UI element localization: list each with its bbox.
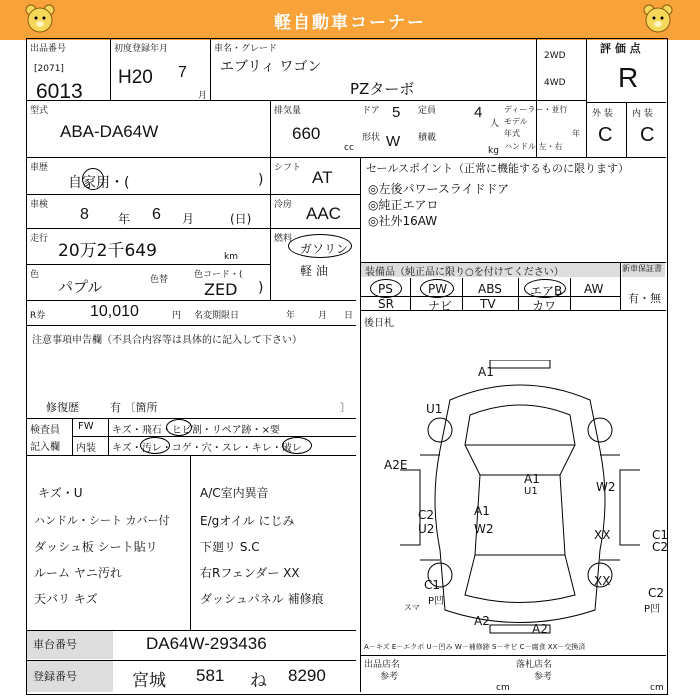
car-damage-diagram xyxy=(380,360,660,645)
recycle-fee: 10,010 xyxy=(90,303,139,320)
model-year-label: 年式 xyxy=(504,129,520,138)
car-name: エブリィ ワゴン xyxy=(220,59,322,75)
first-registration-year: H20 xyxy=(118,67,153,88)
chassis-number: DA64W-293436 xyxy=(146,634,267,653)
bear-mascot-icon xyxy=(22,2,58,38)
usage-circle-mark xyxy=(82,168,104,190)
damage-mark: A2 xyxy=(474,614,490,628)
interior-grade: C xyxy=(640,124,655,146)
model-year-unit: 年 xyxy=(572,129,580,138)
ac-label: 冷房 xyxy=(274,200,293,210)
damage-mark: C2 xyxy=(652,540,669,554)
damage-mark: U1 xyxy=(524,486,538,497)
lot-number-label: 出品番号 xyxy=(30,44,67,54)
fuel-circle-mark xyxy=(288,234,352,258)
color-change-label: 色替 xyxy=(150,275,169,285)
warranty-value: 有・無 xyxy=(628,292,661,305)
equipment-title: 装備品（純正品に限り○を付けてください） xyxy=(361,263,621,277)
sales-point-item: ◎社外16AW xyxy=(368,214,438,228)
first-registration-month: 7 xyxy=(178,64,187,81)
drive-4wd: 4WD xyxy=(544,78,566,88)
name-change-year: 年 xyxy=(286,311,296,321)
capacity: 4 xyxy=(474,104,483,121)
airbag-circle-mark xyxy=(524,279,566,298)
car-name-label: 車名・グレード xyxy=(214,44,278,54)
damage-mark: U1 xyxy=(426,402,443,416)
fuel-label: 燃料 xyxy=(274,234,293,244)
inspection-month-unit: 月 xyxy=(182,212,195,226)
equip-pw: PW xyxy=(428,282,448,296)
entry-label: 記入欄 xyxy=(30,442,60,453)
name-change-day: 日 xyxy=(344,311,354,321)
damage-mark: U2 xyxy=(418,522,435,536)
damage-mark: C1 xyxy=(424,578,441,592)
month-unit: 月 xyxy=(198,91,208,101)
inspection-label: 車検 xyxy=(30,200,49,210)
bear-mascot-icon xyxy=(640,2,676,38)
shape-label: 形状 xyxy=(362,133,381,143)
remark-right-2: E/gオイル にじみ xyxy=(200,514,295,528)
interior-items: キズ・汚レ・コゲ・穴・スレ・キレ・破レ xyxy=(112,443,302,454)
seller-label: 出品店名 xyxy=(364,660,401,670)
car-grade: PZターボ xyxy=(350,80,415,98)
name-change-month: 月 xyxy=(318,311,328,321)
shift-label: シフト xyxy=(274,163,302,173)
inspection-year: 8 xyxy=(80,206,89,223)
registration-kana: ね xyxy=(250,671,267,690)
pw-circle-mark xyxy=(420,279,454,298)
fuel-alt: 軽 油 xyxy=(300,264,328,278)
mileage-value: 20万2千649 xyxy=(58,241,157,261)
cm-unit: cm xyxy=(496,683,510,693)
fw-circle-mark xyxy=(166,419,192,436)
handle-label: ハンドル 左・右 xyxy=(504,142,563,151)
damage-mark: A1 xyxy=(478,365,494,379)
equip-tv: TV xyxy=(480,297,496,311)
remark-right-4: 右Rフェンダー XX xyxy=(200,566,300,580)
ps-circle-mark xyxy=(370,279,402,298)
model-label: モデル xyxy=(504,117,528,126)
dealer-label: ディーラー・並行 xyxy=(504,105,568,114)
interior-row-label: 内装 xyxy=(76,443,96,454)
ac-value: AAC xyxy=(306,204,341,223)
sales-points-title: セールスポイント（正常に機能するものに限ります） xyxy=(366,162,630,175)
buyer-label: 落札店名 xyxy=(516,660,553,670)
lot-number: 6013 xyxy=(36,80,83,103)
remark-right-1: A/C室内異音 xyxy=(200,486,269,500)
remark-left-1: キズ・U xyxy=(38,486,83,500)
inspector-label: 検査員 xyxy=(30,425,60,436)
usage-value: 自家用・( xyxy=(68,175,130,191)
exterior-grade: C xyxy=(598,124,613,146)
notes-title: 注意事項申告欄（不具合内容等は具体的に記入して下さい） xyxy=(32,335,302,346)
inspection-month: 6 xyxy=(152,206,161,223)
equip-navi: ナビ xyxy=(428,299,453,313)
shift-value: AT xyxy=(312,168,333,187)
mileage-unit: km xyxy=(224,252,238,262)
repair-history-close: 〕 xyxy=(340,401,351,414)
damage-mark: W2 xyxy=(596,480,616,494)
recycle-unit: 円 xyxy=(172,311,182,321)
damage-mark: P凹 xyxy=(428,596,445,607)
seller-ref-label: 参考 xyxy=(380,672,399,682)
damage-mark: W2 xyxy=(474,522,494,536)
damage-mark: P凹 xyxy=(644,604,661,615)
sales-point-item: ◎純正エアロ xyxy=(368,198,439,212)
model-type: ABA-DA64W xyxy=(60,122,159,141)
fw-label: FW xyxy=(78,421,94,432)
damage-mark: A1 xyxy=(474,504,490,518)
damage-mark: C2 xyxy=(418,508,435,522)
equip-leather: カワ xyxy=(532,299,557,313)
damage-mark: スマ xyxy=(404,603,420,612)
equip-ps: PS xyxy=(378,282,393,296)
remark-left-2: ハンドル・シート カバー付 xyxy=(34,514,170,527)
drive-2wd: 2WD xyxy=(544,51,566,61)
rating-label: 評 価 点 xyxy=(600,42,641,55)
registration-label: 登録番号 xyxy=(27,661,113,692)
remark-left-5: 天バリ キズ xyxy=(34,592,98,606)
mileage-label: 走行 xyxy=(30,234,49,244)
int-circle-mark-2 xyxy=(282,437,312,454)
sales-point-item: ◎左後パワースライドドア xyxy=(368,182,510,196)
first-registration-label: 初度登録年月 xyxy=(114,44,169,54)
color-code-value: ZED xyxy=(204,280,238,299)
registration-region: 宮城 xyxy=(132,671,166,690)
damage-mark: A1 xyxy=(524,472,540,486)
damage-mark: XX xyxy=(594,528,611,542)
buyer-ref-label: 参考 xyxy=(534,672,553,682)
inspection-year-unit: 年 xyxy=(118,212,131,226)
interior-label: 内 装 xyxy=(632,109,653,119)
recycle-label: R券 xyxy=(30,311,46,321)
displacement-unit: cc xyxy=(344,143,354,153)
usage-close: ) xyxy=(258,172,264,188)
rating-score: R xyxy=(618,62,639,93)
damage-mark: C1 xyxy=(652,528,669,542)
exterior-label: 外 装 xyxy=(592,109,613,119)
remark-left-3: ダッシュ板 シート貼リ xyxy=(34,540,158,554)
int-circle-mark-1 xyxy=(140,437,170,454)
color-code-close: ) xyxy=(258,280,264,296)
damage-mark: A2E xyxy=(384,458,408,472)
damage-mark: XX xyxy=(594,574,611,588)
damage-mark: C2 xyxy=(648,586,665,600)
lot-sub-number: [2071] xyxy=(34,64,64,74)
cm-unit: cm xyxy=(650,683,664,693)
remark-left-4: ルーム ヤニ汚れ xyxy=(34,566,122,580)
displacement-label: 排気量 xyxy=(274,106,302,116)
capacity-label: 定員 xyxy=(418,106,437,116)
color-code-label: 色コード・( xyxy=(194,270,243,280)
warranty-label: 新車保証書 xyxy=(622,263,665,277)
capacity-unit: 人 xyxy=(490,119,500,129)
diagram-legend: A－キズ E－エクボ U－凹み W－補修跡 S－サビ C－腐食 XX－交換済 xyxy=(364,643,586,651)
fuel-value: ガソリン xyxy=(300,242,349,256)
damage-mark: A2 xyxy=(532,622,548,636)
load-label: 積載 xyxy=(418,133,437,143)
inspection-day: (日) xyxy=(230,212,252,226)
chassis-label: 車台番号 xyxy=(27,631,113,659)
remark-right-5: ダッシュパネル 補修痕 xyxy=(200,592,324,606)
registration-number: 8290 xyxy=(288,666,326,685)
body-shape: W xyxy=(386,133,401,150)
repair-history-label: 修復歴 xyxy=(46,401,79,414)
displacement: 660 xyxy=(292,124,321,143)
later-notes-label: 後日札 xyxy=(364,318,394,329)
model-type-label: 型式 xyxy=(30,106,49,116)
page-title: 軽自動車コーナー xyxy=(274,13,426,33)
load-unit: kg xyxy=(488,146,499,156)
door-label: ドア xyxy=(362,106,380,116)
repair-history-value: 有 〔箇所 xyxy=(110,401,158,414)
color-label: 色 xyxy=(30,270,40,280)
usage-label: 車歴 xyxy=(30,163,49,173)
door-count: 5 xyxy=(392,104,401,121)
equip-sr: SR xyxy=(378,297,394,311)
equip-abs: ABS xyxy=(478,282,502,296)
color-value: パプル xyxy=(58,278,103,296)
equip-aw: AW xyxy=(584,282,604,296)
remark-right-3: 下廻リ S.C xyxy=(200,540,260,554)
registration-class: 581 xyxy=(196,666,225,685)
equip-airbag: エアB xyxy=(530,284,563,298)
fw-items: キズ・飛石・ヒビ割・リペア跡・×要 xyxy=(112,425,280,436)
name-change-label: 名変期限日 xyxy=(194,311,240,321)
